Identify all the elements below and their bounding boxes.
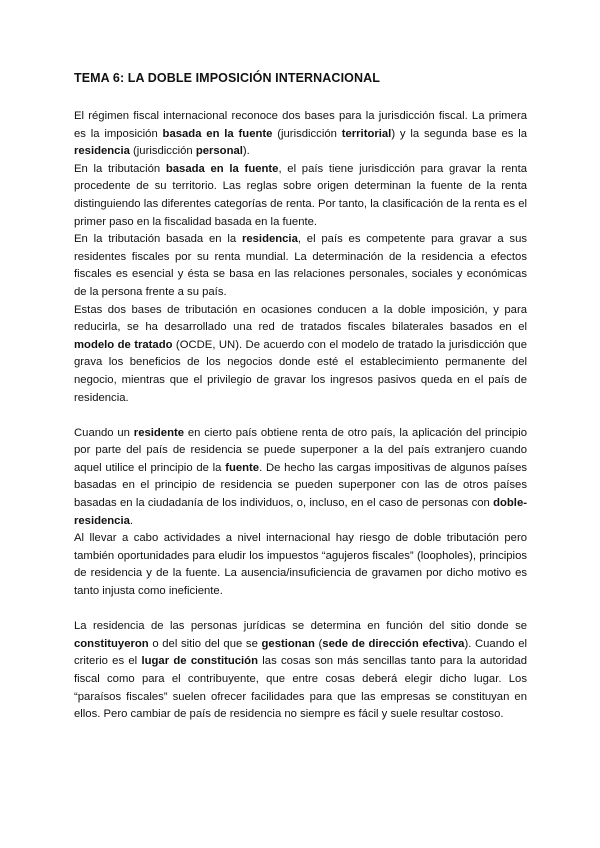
- text-run: (jurisdicción: [129, 145, 196, 158]
- text-run: o del sitio del que se: [148, 637, 262, 650]
- text-run: las cosas son más sencillas tanto para la autoridad fiscal como para el contribuyente, que entre cosas deberá elegir dicho lugar. Los “paraísos fiscales” suelen ofrecer facilidades para que las empresas se constituyan en ellos. Pero cambiar de país de residencia no siempre es fácil y suele resultar costoso.: [74, 655, 527, 721]
- bold-term: residencia: [74, 145, 130, 158]
- paragraph: [74, 425, 527, 531]
- paragraph: [74, 530, 527, 600]
- text-run: (: [314, 637, 323, 650]
- text-run: . De hecho las cargas impositivas de algunos países basadas en el principio de residencia se pueden superponer con las de otros países basadas en la ciudadanía de los individuos, o, incluso, en el caso de personas con: [74, 461, 527, 510]
- paragraph: [74, 618, 527, 724]
- text-run: Al llevar a cabo actividades a nivel internacional hay riesgo de doble tributación pero también oportunidades para eludir los impuestos “agujeros fiscales” (loopholes), principios de residencia y de la fuente. La ausencia/insuficiencia de gravamen por dicho motivo es tanto injusta como ineficiente.: [74, 532, 527, 598]
- paragraph: [74, 231, 527, 301]
- bold-term: residencia: [241, 233, 298, 246]
- text-run: , el país es competente para gravar a sus residentes fiscales por su renta mundial. La determinación de la residencia a efectos fiscales es esencial y ésta se basa en las relaciones personales, sociales y económicas de la persona frente a su país.: [74, 233, 528, 298]
- text-run: , el país tiene jurisdicción para gravar la renta procedente de su territorio. Las reglas sobre origen determinan la fuente de la renta distinguiendo las diferentes categorías de renta. Por tanto, la clasificación de la renta es el primer paso en la fiscalidad basada en la fuente.: [74, 162, 527, 228]
- paragraph: [74, 108, 527, 161]
- text-run: ) y la segunda base es la: [391, 127, 528, 140]
- text-run: En la tributación: [74, 162, 166, 175]
- bold-term: constituyeron: [74, 637, 149, 650]
- paragraph: [74, 302, 527, 408]
- bold-term: doble-residencia: [74, 497, 527, 527]
- text-run: Estas dos bases de tributación en ocasiones conducen a la doble imposición, y para reducirla, se ha desarrollado una red de tratados fiscales bilaterales basados en el: [74, 303, 527, 334]
- text-run: (jurisdicción: [272, 127, 342, 140]
- bold-term: basada en la fuente: [162, 127, 273, 140]
- bold-term: gestionan: [261, 637, 315, 650]
- text-run: En la tributación basada en la: [74, 233, 242, 246]
- text-run: ).: [242, 145, 250, 158]
- bold-term: basada en la fuente: [165, 162, 279, 175]
- document-body: [74, 108, 527, 724]
- page-title: TEMA 6: LA DOBLE IMPOSICIÓN INTERNACIONAL: [74, 71, 380, 85]
- text-run: ). Cuando el criterio es el: [74, 637, 528, 668]
- text-run: Cuando un: [74, 426, 134, 439]
- bold-term: lugar de constitución: [141, 655, 258, 668]
- bold-term: personal: [195, 145, 243, 158]
- bold-term: modelo de tratado: [74, 338, 173, 351]
- bold-term: sede de dirección efectiva: [322, 637, 465, 650]
- text-run: (OCDE, UN). De acuerdo con el modelo de tratado la jurisdicción que grava los beneficios de los negocios donde esté el establecimiento permanente del negocio, mientras que el privilegio de gravar los ingresos pasivos queda en el país de residencia.: [74, 338, 527, 404]
- text-run: La residencia de las personas jurídicas se determina en función del sitio donde se: [74, 620, 527, 633]
- text-run: en cierto país obtiene renta de otro país, la aplicación del principio por parte del país de residencia se puede superponer a la del país extranjero cuando aquel utilice el principio de la: [74, 426, 527, 474]
- bold-term: territorial: [341, 127, 392, 140]
- bold-term: residente: [133, 426, 185, 439]
- paragraph: [74, 161, 527, 231]
- text-run: El régimen fiscal internacional reconoce dos bases para la jurisdicción fiscal. La primera es la imposición: [74, 110, 527, 140]
- text-run: .: [129, 514, 134, 527]
- bold-term: fuente: [225, 461, 260, 474]
